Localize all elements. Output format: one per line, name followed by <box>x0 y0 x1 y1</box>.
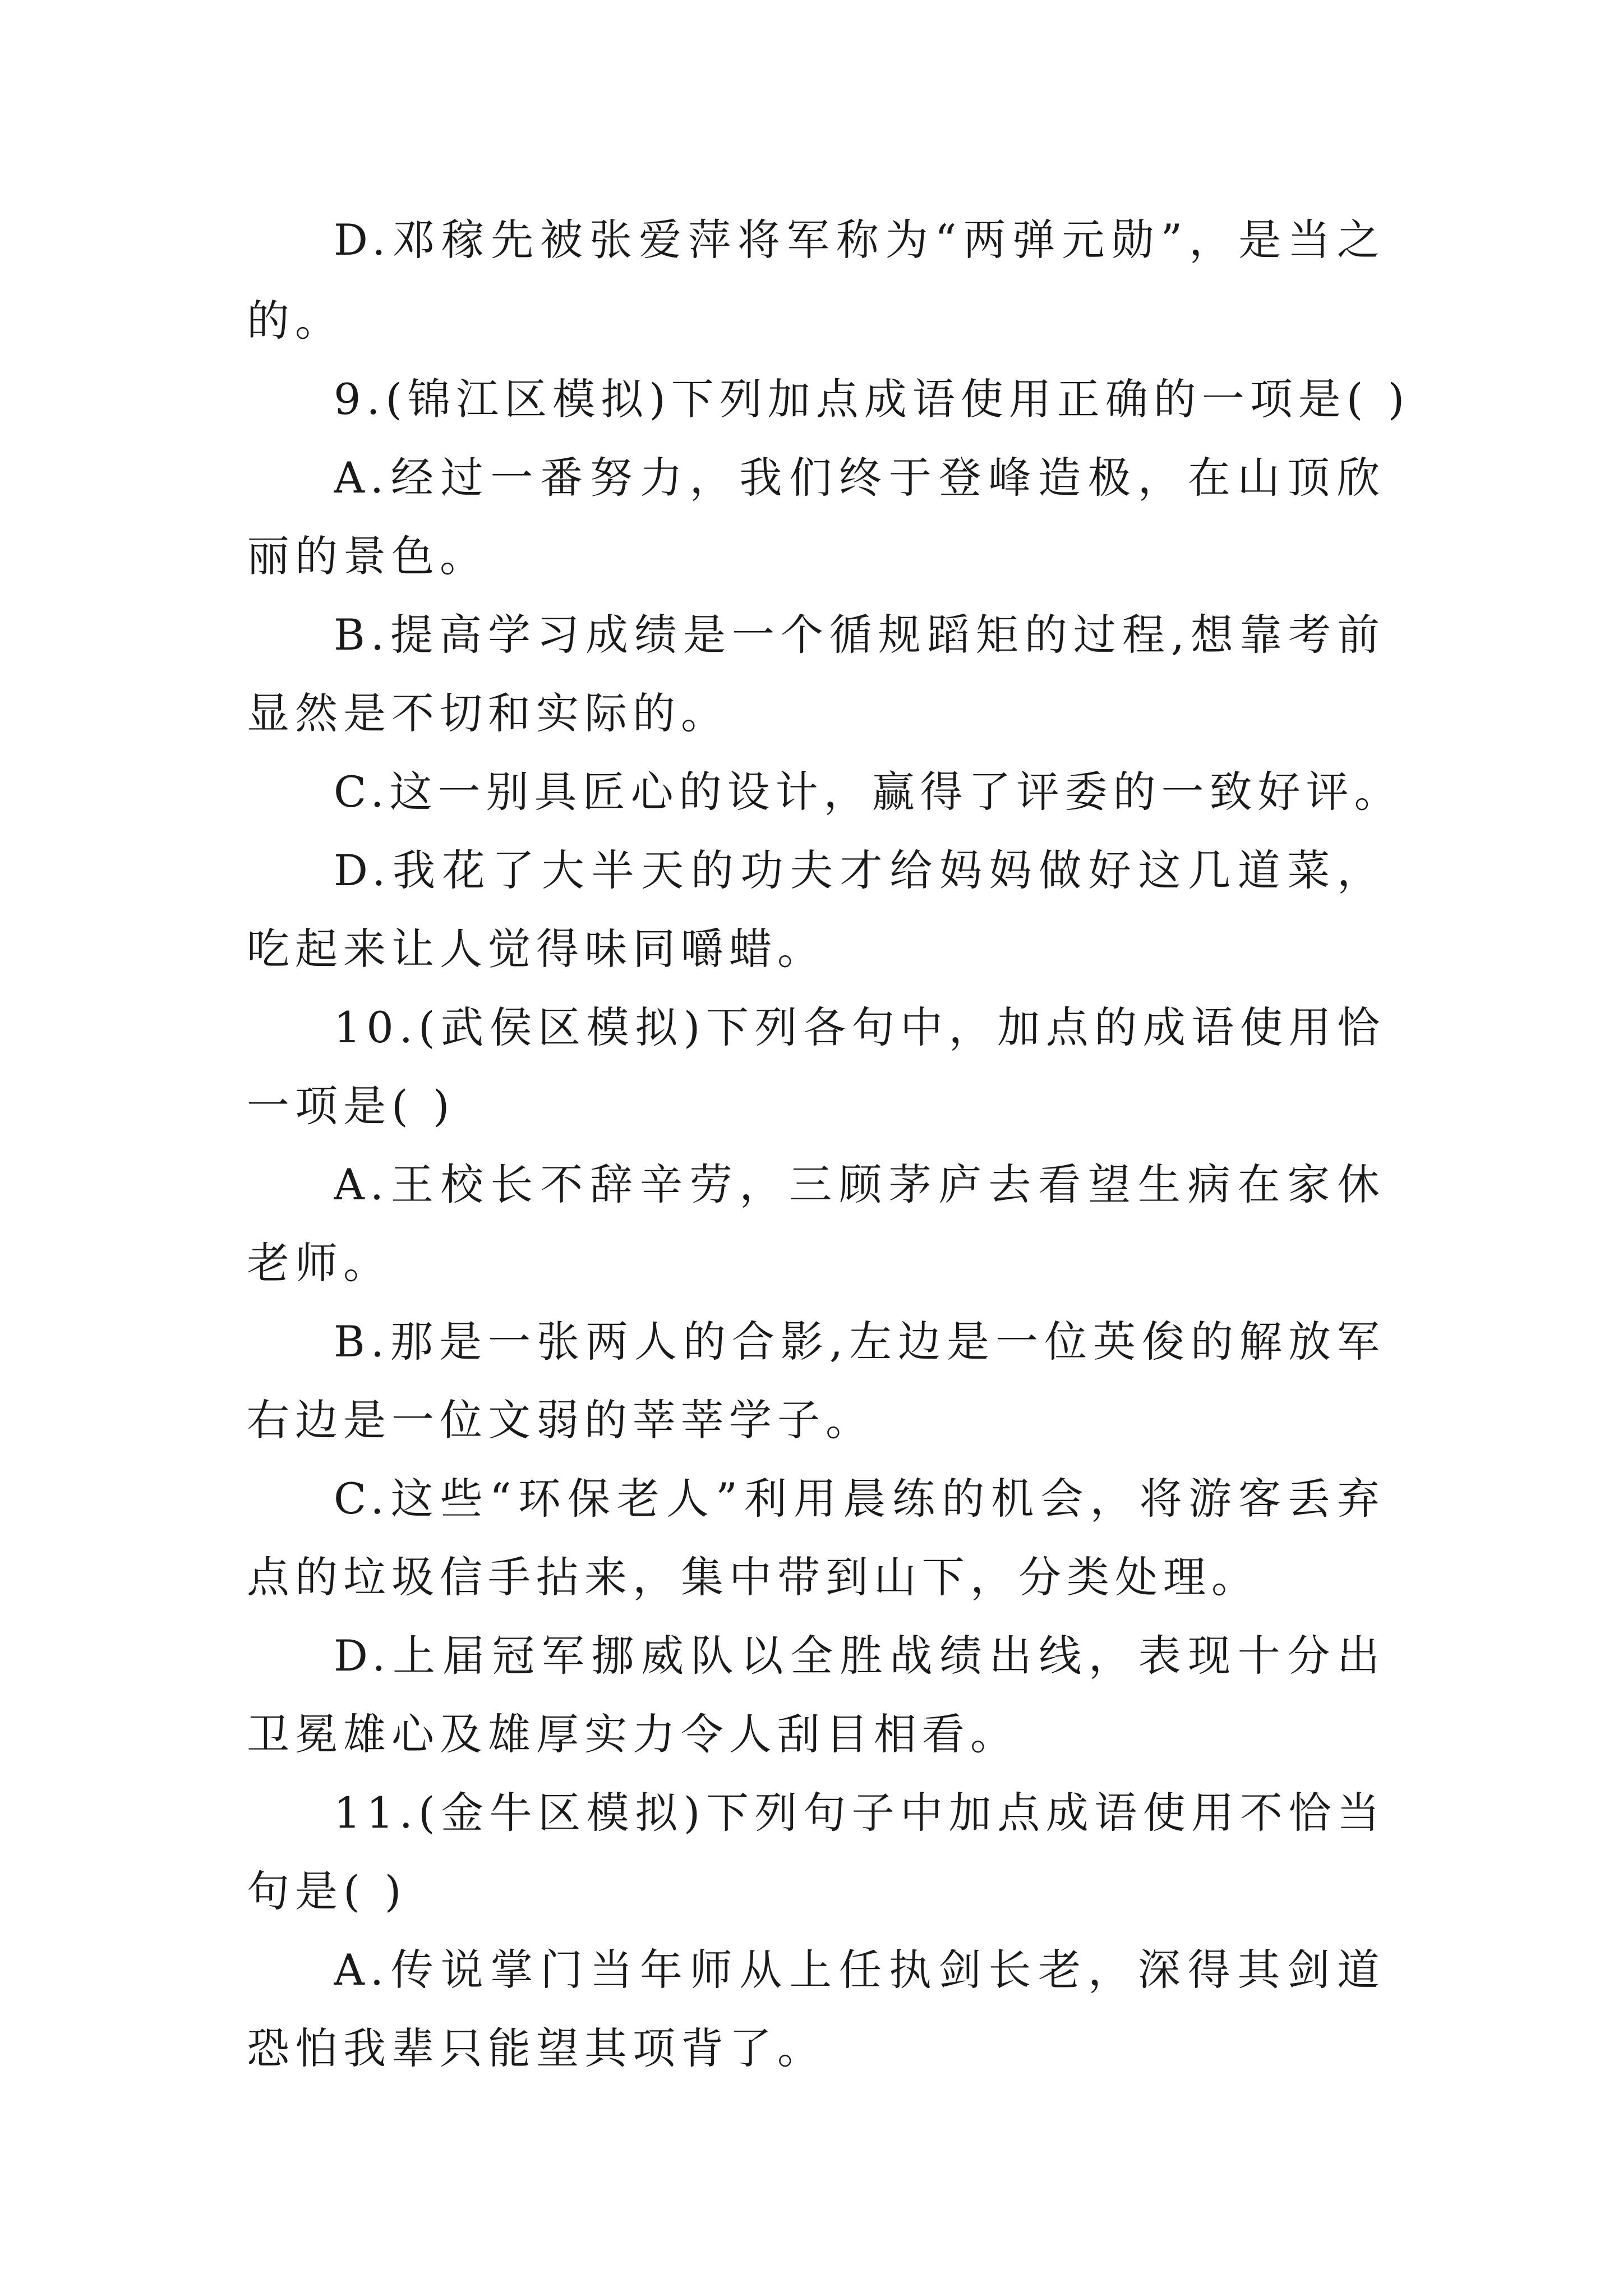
question-9-option-c: C.这一别具匠心的设计，赢得了评委的一致好评。 <box>334 767 1403 817</box>
text-line: 句是( ) <box>247 1866 407 1916</box>
question-11-stem: 11.(金牛区模拟)下列句子中加点成语使用不恰当 <box>334 1788 1385 1838</box>
question-10-stem: 10.(武侯区模拟)下列各句中，加点的成语使用恰 <box>334 1002 1385 1052</box>
text-line: 显然是不切和实际的。 <box>247 688 729 738</box>
text-line: 右边是一位文弱的莘莘学子。 <box>247 1395 874 1445</box>
text-line: 点的垃圾信手拈来，集中带到山下，分类处理。 <box>247 1552 1260 1602</box>
text-line: 一项是( ) <box>247 1081 455 1131</box>
question-10-option-b: B.那是一张两人的合影,左边是一位英俊的解放军 <box>334 1317 1385 1366</box>
text-line: 卫冕雄心及雄厚实力令人刮目相看。 <box>247 1709 1018 1759</box>
text-line: 吃起来让人觉得味同嚼蜡。 <box>247 924 826 974</box>
question-9-stem: 9.(锦江区模拟)下列加点成语使用正确的一项是( ) <box>334 374 1410 424</box>
question-9-option-d: D.我花了大半天的功夫才给妈妈做好这几道菜， <box>334 845 1385 895</box>
question-9-option-a: A.经过一番努力，我们终于登峰造极，在山顶欣 <box>334 453 1385 503</box>
text-line: 老师。 <box>247 1238 391 1288</box>
text-line: 恐怕我辈只能望其项背了。 <box>247 2023 826 2073</box>
question-10-option-a: A.王校长不辞辛劳，三顾茅庐去看望生病在家休 <box>334 1159 1385 1209</box>
text-line: 丽的景色。 <box>247 531 488 581</box>
question-10-option-c: C.这些“环保老人”利用晨练的机会，将游客丢弃 <box>334 1474 1385 1524</box>
question-11-option-a: A.传说掌门当年师从上任执剑长老，深得其剑道 <box>334 1945 1385 1995</box>
question-9-option-b: B.提高学习成绩是一个循规蹈矩的过程,想靠考前 <box>334 610 1385 660</box>
text-line: D.邓稼先被张爱萍将军称为“两弹元勋”，是当之 <box>334 215 1385 265</box>
question-10-option-d: D.上届冠军挪威队以全胜战绩出线，表现十分出 <box>334 1631 1385 1681</box>
text-line: 的。 <box>247 296 343 346</box>
